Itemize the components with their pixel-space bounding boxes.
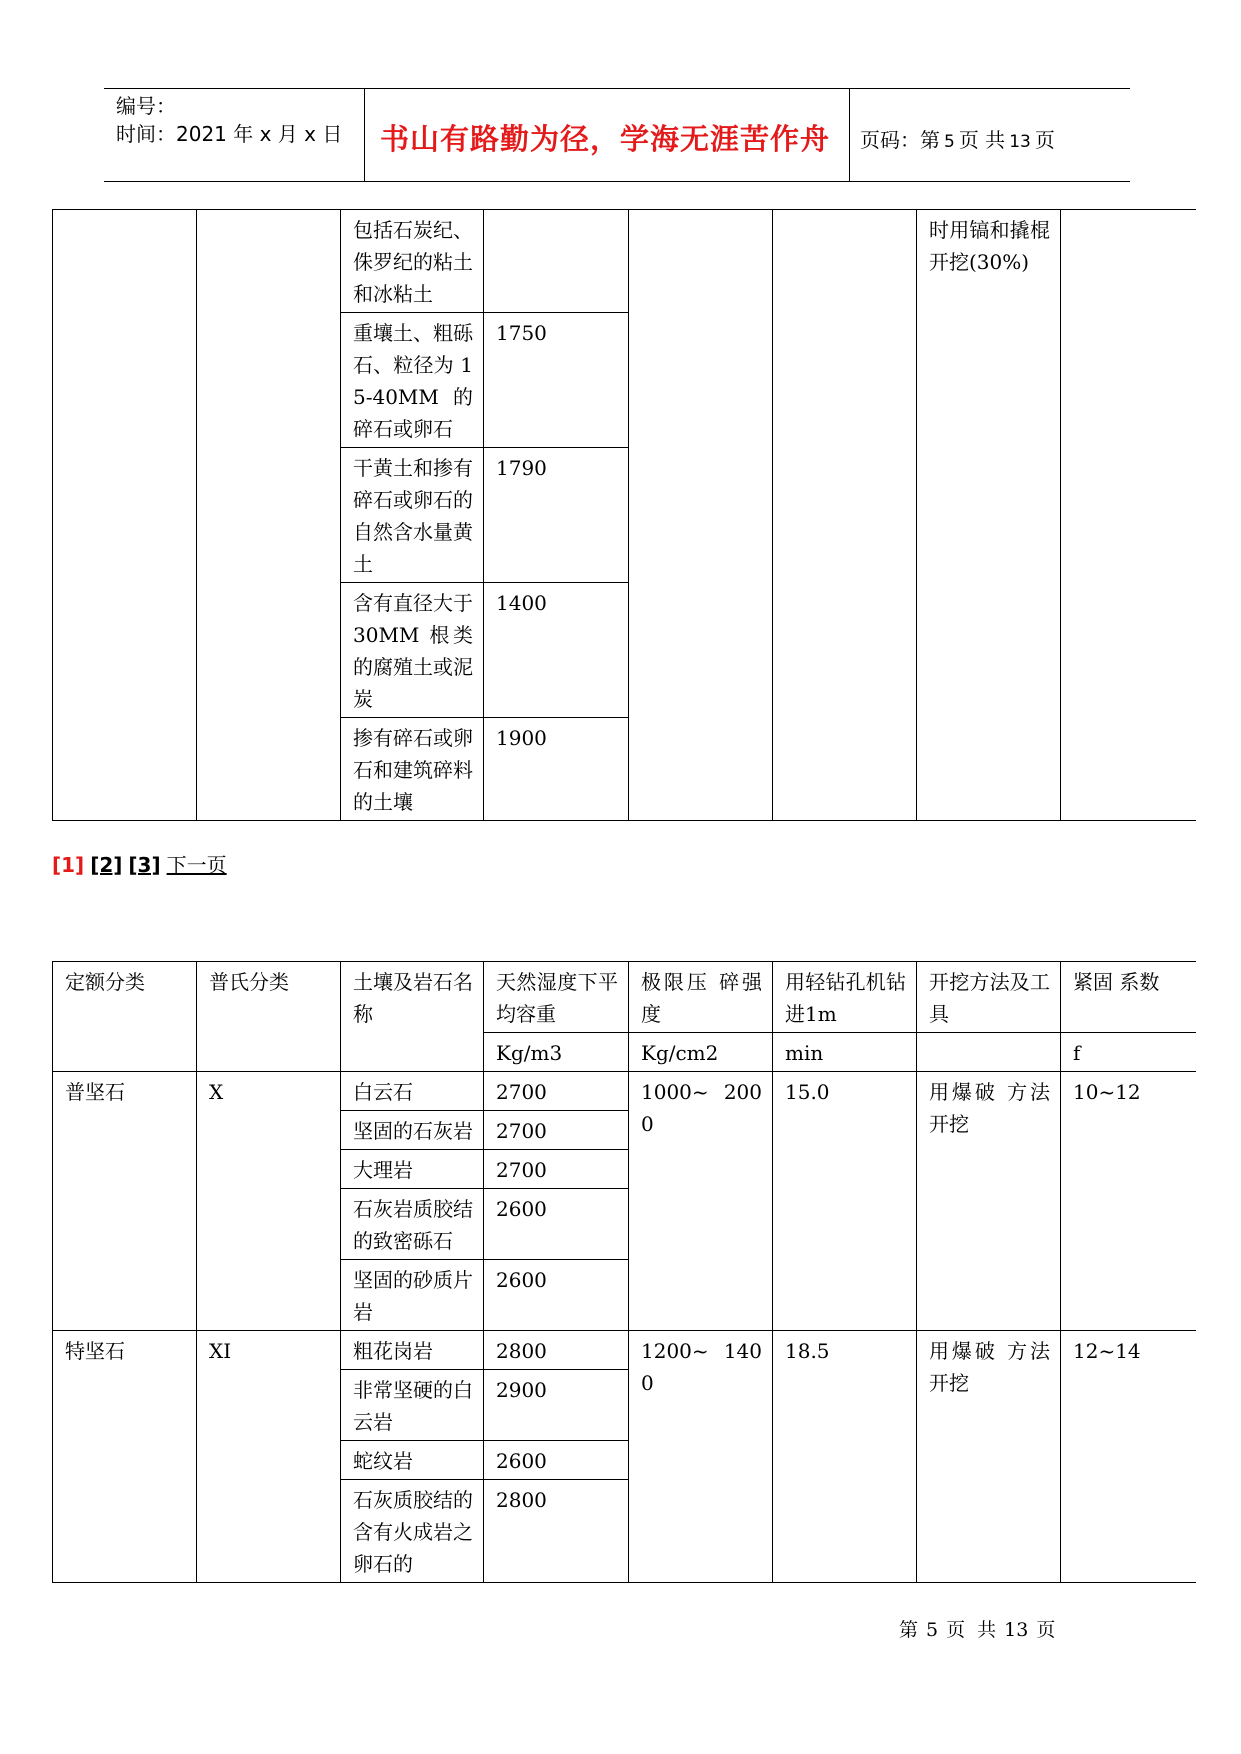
header-page-current: 5 bbox=[944, 132, 955, 152]
rock-name-cell: 坚固的砂质片岩 bbox=[341, 1260, 484, 1331]
unit-strength: Kg/cm2 bbox=[629, 1033, 773, 1072]
header-name: 土壤及岩石名称 bbox=[341, 962, 484, 1072]
method-cell: 用爆破 方法开挖 bbox=[917, 1072, 1061, 1331]
unit-drill: min bbox=[773, 1033, 917, 1072]
header-divider-right bbox=[849, 88, 850, 182]
header-meta bbox=[116, 92, 342, 148]
rock-name-cell: 白云石 bbox=[341, 1072, 484, 1111]
header-time-label: 时间：2021 年 x 月 x 日 bbox=[116, 122, 343, 146]
header-pu-class: 普氏分类 bbox=[197, 962, 341, 1072]
table-row bbox=[53, 1331, 1196, 1370]
weight-cell: 2700 bbox=[484, 1150, 629, 1189]
weight-cell: 2900 bbox=[484, 1370, 629, 1441]
table-row bbox=[53, 1072, 1196, 1111]
weight-cell: 2800 bbox=[484, 1331, 629, 1370]
header-method: 开挖方法及工具 bbox=[917, 962, 1061, 1033]
rock-name-cell: 蛇纹岩 bbox=[341, 1441, 484, 1480]
pager bbox=[52, 849, 227, 878]
unit-method bbox=[917, 1033, 1061, 1072]
page-footer bbox=[895, 1615, 1059, 1642]
quota-class-cell bbox=[53, 210, 197, 821]
header-page-suffix: 页 bbox=[1034, 128, 1055, 152]
soil-name-cell: 包括石炭纪、侏罗纪的粘土和冰粘土 bbox=[341, 210, 484, 313]
pu-class-cell: XI bbox=[197, 1331, 341, 1583]
quota-class-cell: 普坚石 bbox=[53, 1072, 197, 1331]
weight-cell: 2600 bbox=[484, 1189, 629, 1260]
weight-cell: 1750 bbox=[484, 313, 629, 448]
weight-cell: 2600 bbox=[484, 1441, 629, 1480]
strength-cell: 1000~ 2000 bbox=[629, 1072, 773, 1331]
method-cell: 时用镐和撬棍开挖(30%) bbox=[917, 210, 1061, 821]
weight-cell: 1790 bbox=[484, 448, 629, 583]
header-bottom-rule bbox=[104, 181, 1130, 182]
rock-table bbox=[52, 961, 1196, 1583]
strength-cell bbox=[629, 210, 773, 821]
rock-name-cell: 坚固的石灰岩 bbox=[341, 1111, 484, 1150]
weight-cell: 1900 bbox=[484, 718, 629, 821]
unit-weight: Kg/m3 bbox=[484, 1033, 629, 1072]
weight-cell: 2700 bbox=[484, 1072, 629, 1111]
soil-name-cell: 干黄土和掺有碎石或卵石的自然含水量黄土 bbox=[341, 448, 484, 583]
strength-cell: 1200~ 1400 bbox=[629, 1331, 773, 1583]
header-page-total: 13 bbox=[1009, 132, 1031, 152]
header-top-rule bbox=[104, 88, 1130, 89]
footer-prefix: 第 bbox=[899, 1619, 919, 1641]
rock-name-cell: 石灰岩质胶结的致密砾石 bbox=[341, 1189, 484, 1260]
pager-link-3[interactable]: [3] bbox=[128, 853, 161, 877]
drill-cell: 18.5 bbox=[773, 1331, 917, 1583]
soil-table-continued bbox=[52, 209, 1196, 821]
header-drill: 用轻钻孔机钻进1m bbox=[773, 962, 917, 1033]
soil-name-cell: 含有直径大于 30MM 根类的腐殖土或泥炭 bbox=[341, 583, 484, 718]
header-motto: 书山有路勤为径，学海无涯苦作舟 bbox=[379, 122, 830, 156]
rock-name-cell: 石灰质胶结的含有火成岩之卵石的 bbox=[341, 1480, 484, 1583]
drill-cell: 15.0 bbox=[773, 1072, 917, 1331]
soil-name-cell: 重壤土、粗砾石、粒径为 15-40MM 的碎石或卵石 bbox=[341, 313, 484, 448]
pager-next-link[interactable]: 下一页 bbox=[166, 853, 227, 877]
weight-cell: 2800 bbox=[484, 1480, 629, 1583]
footer-total: 13 bbox=[1004, 1619, 1029, 1641]
header-number-label: 编号： bbox=[116, 94, 176, 118]
coef-cell: 10~12 bbox=[1061, 1072, 1196, 1331]
pager-link-2[interactable]: [2] bbox=[90, 853, 123, 877]
weight-cell: 1400 bbox=[484, 583, 629, 718]
rock-name-cell: 非常坚硬的白云岩 bbox=[341, 1370, 484, 1441]
coef-cell bbox=[1061, 210, 1196, 821]
coef-cell: 12~14 bbox=[1061, 1331, 1196, 1583]
header-quota-class: 定额分类 bbox=[53, 962, 197, 1072]
weight-cell: 2700 bbox=[484, 1111, 629, 1150]
soil-name-cell: 掺有碎石或卵石和建筑碎料的土壤 bbox=[341, 718, 484, 821]
weight-cell bbox=[484, 210, 629, 313]
footer-suffix: 页 bbox=[1036, 1619, 1056, 1641]
table-header-row bbox=[53, 962, 1196, 1033]
header-page-info bbox=[860, 124, 1055, 153]
header-page-middle: 页 共 bbox=[958, 128, 1006, 152]
unit-coef: f bbox=[1061, 1033, 1196, 1072]
pu-class-cell: X bbox=[197, 1072, 341, 1331]
header-coef: 紧固 系数 bbox=[1061, 962, 1196, 1033]
method-cell: 用爆破 方法开挖 bbox=[917, 1331, 1061, 1583]
pager-current: [1] bbox=[52, 853, 85, 877]
pu-class-cell bbox=[197, 210, 341, 821]
weight-cell: 2600 bbox=[484, 1260, 629, 1331]
quota-class-cell: 特坚石 bbox=[53, 1331, 197, 1583]
table-row bbox=[53, 210, 1196, 313]
footer-current: 5 bbox=[926, 1619, 939, 1641]
header-page-prefix: 页码：第 bbox=[860, 128, 940, 152]
header-divider-left bbox=[364, 88, 365, 182]
rock-name-cell: 大理岩 bbox=[341, 1150, 484, 1189]
header-strength: 极限压 碎强度 bbox=[629, 962, 773, 1033]
drill-cell bbox=[773, 210, 917, 821]
rock-name-cell: 粗花岗岩 bbox=[341, 1331, 484, 1370]
footer-middle: 页 共 bbox=[946, 1619, 997, 1641]
header-weight: 天然湿度下平均容重 bbox=[484, 962, 629, 1033]
